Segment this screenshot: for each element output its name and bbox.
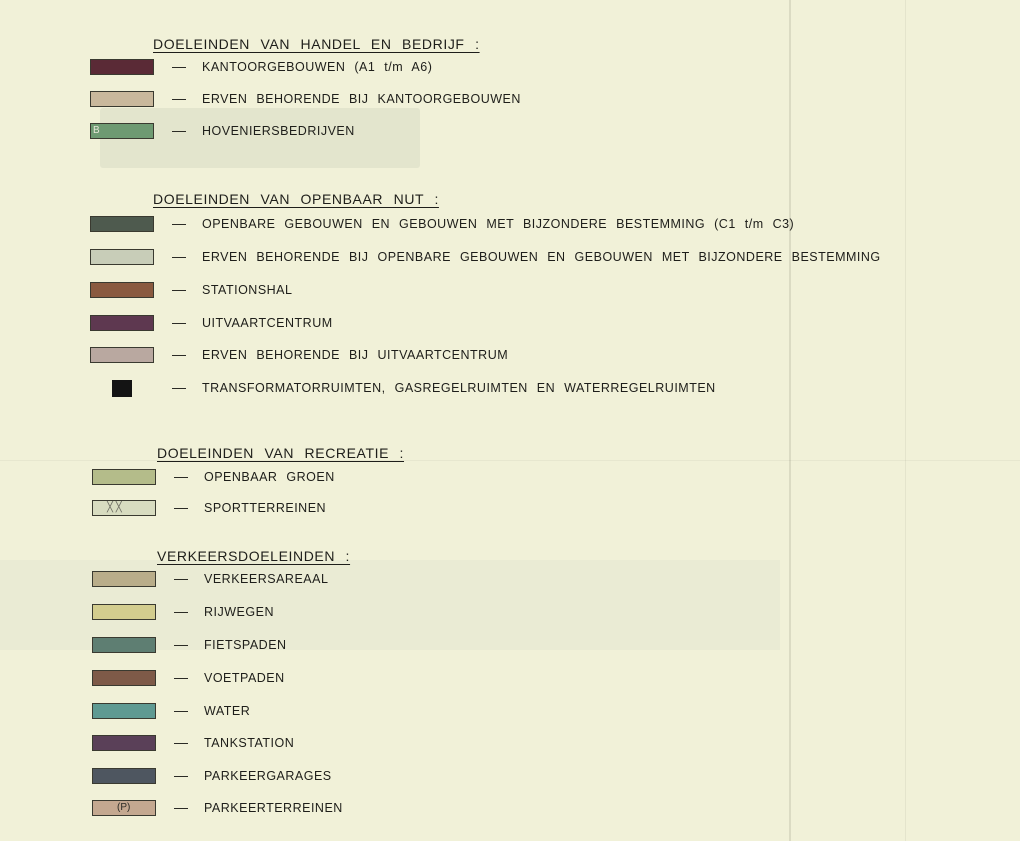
legend-dash xyxy=(172,67,186,68)
legend-label: ERVEN BEHORENDE BIJ UITVAARTCENTRUM xyxy=(202,348,509,362)
legend-label: VOETPADEN xyxy=(204,671,285,685)
legend-row-water xyxy=(92,702,250,720)
legend-row-hoveniersbedrijven xyxy=(90,122,355,140)
legend-dash xyxy=(172,224,186,225)
legend-dash xyxy=(172,323,186,324)
legend-label: PARKEERTERREINEN xyxy=(204,801,343,815)
section-heading-doeleinden-van-openbaar-nut: DOELEINDEN VAN OPENBAAR NUT : xyxy=(153,191,439,207)
legend-dash xyxy=(172,257,186,258)
legend-dash xyxy=(174,612,188,613)
legend-dash xyxy=(174,711,188,712)
legend-row-erven-behorende-bij-openbare-gebouwen-en-gebouwen-met-bijzondere-bestemming xyxy=(90,248,881,266)
legend-dash xyxy=(174,579,188,580)
legend-row-openbare-gebouwen-en-gebouwen-met-bijzondere-bestemming-c1-t-m-c3 xyxy=(90,215,794,233)
legend-label: OPENBAAR GROEN xyxy=(204,470,335,484)
legend-row-erven-behorende-bij-kantoorgebouwen xyxy=(90,90,521,108)
section-heading-doeleinden-van-recreatie: DOELEINDEN VAN RECREATIE : xyxy=(157,445,405,461)
paper-fold-line xyxy=(789,0,791,841)
legend-label: KANTOORGEBOUWEN (A1 t/m A6) xyxy=(202,60,433,74)
legend-row-voetpaden xyxy=(92,669,285,687)
legend-row-openbaar-groen xyxy=(92,468,335,486)
swatch-symbol: B xyxy=(93,125,100,136)
legend-label: OPENBARE GEBOUWEN EN GEBOUWEN MET BIJZONDERE BESTEMMING (C1 t/m C3) xyxy=(202,217,795,231)
legend-swatch xyxy=(92,571,156,587)
legend-label: TRANSFORMATORRUIMTEN, GASREGELRUIMTEN EN WATERREGELRUIMTEN xyxy=(202,381,716,395)
legend-dash xyxy=(174,508,188,509)
legend-label: FIETSPADEN xyxy=(204,638,287,652)
legend-dash xyxy=(174,477,188,478)
legend-swatch xyxy=(92,800,156,816)
legend-swatch xyxy=(92,604,156,620)
legend-row-transformatorruimten-gasregelruimten-en-waterregelruimten xyxy=(90,379,716,397)
swatch-symbol: (P) xyxy=(117,802,131,813)
section-heading-doeleinden-van-handel-en-bedrijf: DOELEINDEN VAN HANDEL EN BEDRIJF : xyxy=(153,36,480,52)
legend-row-parkeerterreinen xyxy=(92,799,343,817)
legend-swatch xyxy=(92,500,156,516)
legend-label: STATIONSHAL xyxy=(202,283,293,297)
legend-row-erven-behorende-bij-uitvaartcentrum xyxy=(90,346,508,364)
legend-dash xyxy=(172,131,186,132)
legend-label: PARKEERGARAGES xyxy=(204,769,332,783)
legend-dash xyxy=(172,290,186,291)
paper-fold-line xyxy=(0,460,1020,461)
legend-label: UITVAARTCENTRUM xyxy=(202,316,333,330)
legend-row-stationshal xyxy=(90,281,292,299)
legend-label: VERKEERSAREAAL xyxy=(204,572,329,586)
legend-swatch xyxy=(92,768,156,784)
legend-swatch xyxy=(90,282,154,298)
legend-row-tankstation xyxy=(92,734,294,752)
legend-label: ERVEN BEHORENDE BIJ OPENBARE GEBOUWEN EN GEBOUWEN MET BIJZONDERE BESTEMMING xyxy=(202,250,881,264)
legend-swatch xyxy=(92,469,156,485)
legend-swatch xyxy=(112,380,132,397)
legend-swatch xyxy=(90,347,154,363)
paper-fold-line xyxy=(905,0,906,841)
legend-swatch xyxy=(90,59,154,75)
legend-dash xyxy=(174,678,188,679)
legend-swatch xyxy=(92,637,156,653)
legend-label: SPORTTERREINEN xyxy=(204,501,327,515)
legend-swatch xyxy=(90,249,154,265)
legend-row-fietspaden xyxy=(92,636,287,654)
legend-dash xyxy=(174,776,188,777)
legend-swatch xyxy=(90,123,154,139)
legend-row-sportterreinen xyxy=(92,499,326,517)
legend-label: TANKSTATION xyxy=(204,736,295,750)
swatch-symbol: ╳ ╳ xyxy=(107,502,122,513)
legend-swatch xyxy=(90,315,154,331)
legend-dash xyxy=(174,743,188,744)
legend-swatch xyxy=(92,703,156,719)
legend-label: HOVENIERSBEDRIJVEN xyxy=(202,124,355,138)
legend-dash xyxy=(174,808,188,809)
legend-label: RIJWEGEN xyxy=(204,605,274,619)
legend-label: WATER xyxy=(204,704,251,718)
legend-label: ERVEN BEHORENDE BIJ KANTOORGEBOUWEN xyxy=(202,92,521,106)
legend-dash xyxy=(172,99,186,100)
legend-row-rijwegen xyxy=(92,603,274,621)
legend-row-parkeergarages xyxy=(92,767,332,785)
legend-row-uitvaartcentrum xyxy=(90,314,333,332)
legend-row-kantoorgebouwen-a1-t-m-a6 xyxy=(90,58,432,76)
legend-dash xyxy=(172,355,186,356)
section-heading-verkeersdoeleinden: VERKEERSDOELEINDEN : xyxy=(157,548,351,564)
legend-dash xyxy=(172,388,186,389)
legend-swatch xyxy=(92,735,156,751)
legend-swatch xyxy=(90,91,154,107)
legend-swatch xyxy=(90,216,154,232)
legend-row-verkeersareaal xyxy=(92,570,328,588)
legend-swatch xyxy=(92,670,156,686)
legend-dash xyxy=(174,645,188,646)
